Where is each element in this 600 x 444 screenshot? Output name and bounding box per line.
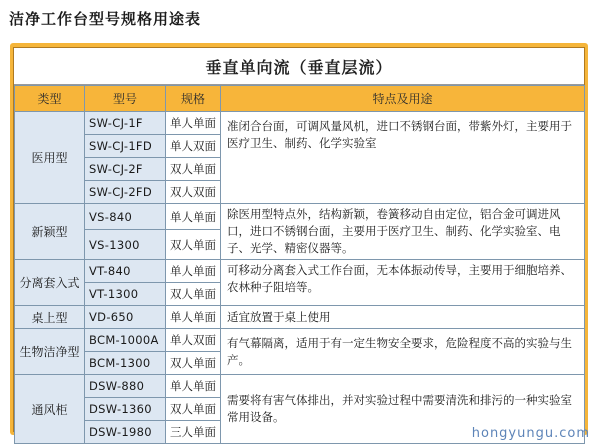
header-row [15, 86, 585, 112]
header-type: 类型 [15, 86, 85, 112]
use-cell: 需要将有害气体排出，并对实验过程中需要清洗和排污的一种实验室常用设备。 [221, 375, 585, 444]
model-cell: BCM-1300 [85, 352, 166, 375]
watermark: hongyungu.com [471, 426, 590, 441]
type-cell: 新颖型 [15, 204, 85, 260]
table-row [15, 204, 585, 230]
model-cell: VT-840 [85, 260, 166, 283]
table-row [15, 112, 585, 135]
use-cell: 适宜放置于桌上使用 [221, 306, 585, 329]
spec-cell: 双人双面 [166, 181, 221, 204]
table-row [15, 329, 585, 352]
spec-cell: 单人单面 [166, 112, 221, 135]
model-cell: DSW-880 [85, 375, 166, 398]
model-cell: SW-CJ-1F [85, 112, 166, 135]
header-use: 特点及用途 [221, 86, 585, 112]
model-cell: DSW-1980 [85, 421, 166, 444]
spec-table [14, 85, 585, 444]
header-spec: 规格 [166, 86, 221, 112]
type-cell: 通风柜 [15, 375, 85, 444]
spec-cell: 双人单面 [166, 352, 221, 375]
spec-cell: 单人单面 [166, 204, 221, 230]
spec-cell: 单人双面 [166, 135, 221, 158]
type-cell: 医用型 [15, 112, 85, 204]
use-cell: 准闭合台面，可调风量风机，进口不锈钢台面，带紫外灯，主要用于医疗卫生、制药、化学实验室 [221, 112, 585, 204]
model-cell: VT-1300 [85, 283, 166, 306]
model-cell: DSW-1360 [85, 398, 166, 421]
use-cell: 除医用型特点外，结构新颖，卷簧移动自由定位，铝合金可调进风口，进口不锈钢台面，主要用于医疗卫生、制药、化学实验室、电子、光学、精密仪器等。 [221, 204, 585, 260]
table-row [15, 260, 585, 283]
spec-cell: 单人单面 [166, 260, 221, 283]
spec-cell: 单人单面 [166, 306, 221, 329]
model-cell: BCM-1000A [85, 329, 166, 352]
model-cell: SW-CJ-1FD [85, 135, 166, 158]
spec-cell: 双人单面 [166, 283, 221, 306]
model-cell: VS-1300 [85, 230, 166, 260]
spec-cell: 双人单面 [166, 398, 221, 421]
spec-cell: 三人单面 [166, 421, 221, 444]
spec-cell: 双人单面 [166, 158, 221, 181]
page-title: 洁净工作台型号规格用途表 [9, 10, 202, 28]
model-cell: VS-840 [85, 204, 166, 230]
header-model: 型号 [85, 86, 166, 112]
table-banner: 垂直单向流（垂直层流） [14, 48, 584, 85]
model-cell: SW-CJ-2FD [85, 181, 166, 204]
spec-cell: 单人双面 [166, 329, 221, 352]
model-cell: SW-CJ-2F [85, 158, 166, 181]
spec-cell: 单人单面 [166, 375, 221, 398]
type-cell: 分离套入式 [15, 260, 85, 306]
table-row [15, 375, 585, 398]
spec-cell: 双人单面 [166, 230, 221, 260]
type-cell: 生物洁净型 [15, 329, 85, 375]
use-cell: 可移动分离套入式工作台面，无本体振动传导，主要用于细胞培养、农林种子阻培等。 [221, 260, 585, 306]
table-frame [10, 43, 588, 439]
table-row [15, 306, 585, 329]
model-cell: VD-650 [85, 306, 166, 329]
type-cell: 桌上型 [15, 306, 85, 329]
use-cell: 有气幕隔离，适用于有一定生物安全要求，危险程度不高的实验与生产。 [221, 329, 585, 375]
